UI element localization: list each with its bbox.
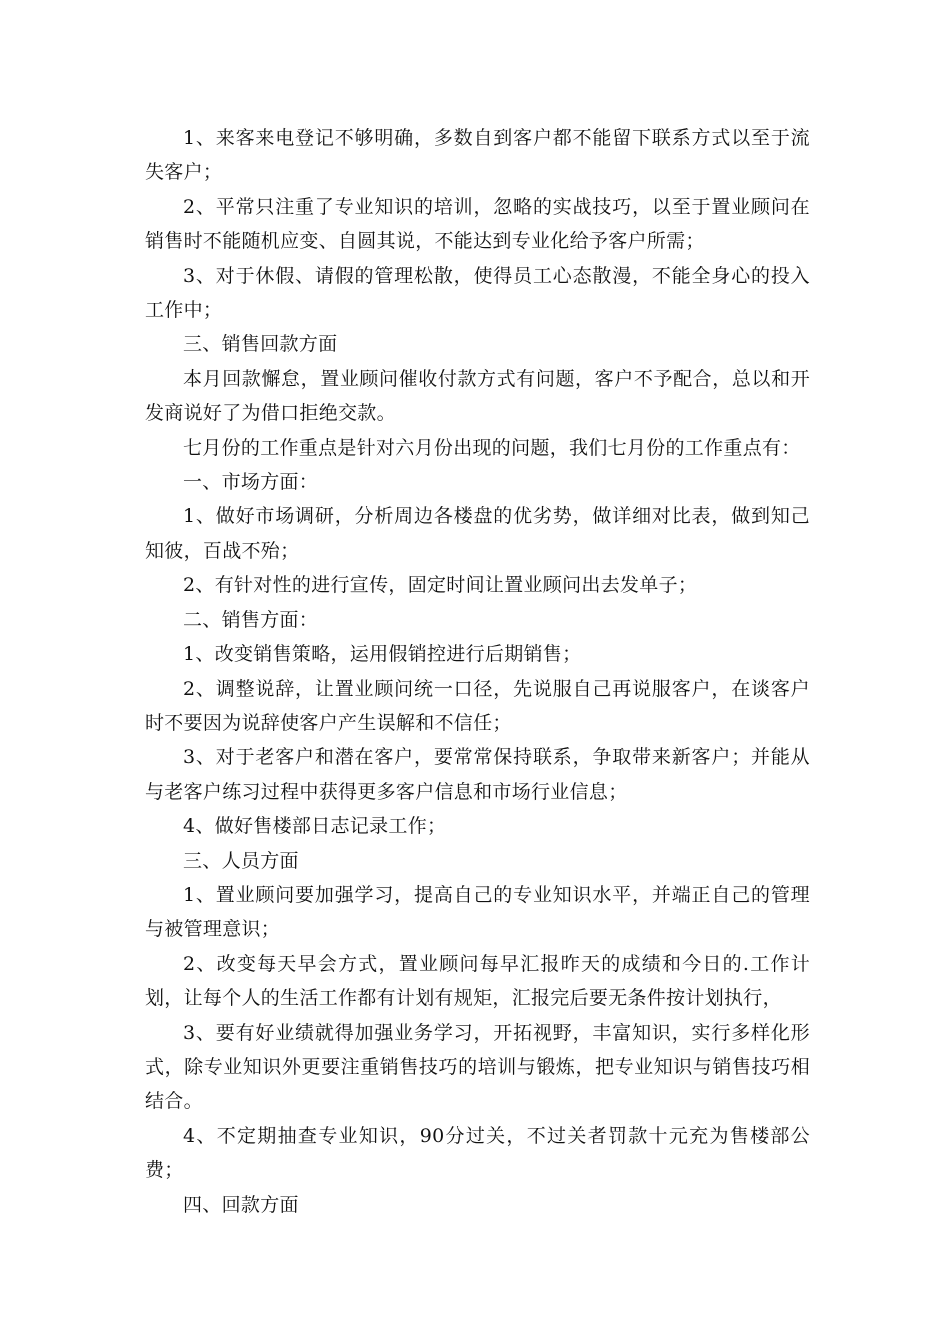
paragraph: 1、改变销售策略，运用假销控进行后期销售； [183, 643, 582, 666]
paragraph: 2、调整说辞，让置业顾问统一口径，先说服自己再说服客户，在谈客户时不要因为说辞使客户产生误解和不信任； [145, 677, 810, 734]
paragraph: 3、对于休假、请假的管理松散，使得员工心态散漫，不能全身心的投入工作中； [145, 264, 810, 322]
section-heading: 三、人员方面 [183, 849, 299, 872]
paragraph: 本月回款懈怠，置业顾问催收付款方式有问题，客户不予配合，总以和开发商说好了为借口拒绝交款。 [145, 367, 810, 425]
paragraph: 1、做好市场调研，分析周边各楼盘的优劣势，做详细对比表，做到知己知彼，百战不殆； [145, 505, 810, 562]
paragraph: 2、有针对性的进行宣传，固定时间让置业顾问出去发单子； [183, 574, 698, 597]
paragraph: 4、不定期抽查专业知识，90分过关，不过关者罚款十元充为售楼部公费； [145, 1124, 810, 1182]
section-heading: 四、回款方面 [183, 1193, 299, 1216]
paragraph: 1、置业顾问要加强学习，提高自己的专业知识水平，并端正自己的管理与被管理意识； [145, 883, 810, 941]
paragraph: 七月份的工作重点是针对六月份出现的问题，我们七月份的工作重点有： [183, 436, 801, 459]
paragraph: 2、改变每天早会方式，置业顾问每早汇报昨天的成绩和今日的.工作计划，让每个人的生活工作都有计划有规矩，汇报完后要无条件按计划执行， [145, 952, 810, 1010]
paragraph: 3、要有好业绩就得加强业务学习，开拓视野，丰富知识，实行多样化形式，除专业知识外更要注重销售技巧的培训与锻炼，把专业知识与销售技巧相结合。 [145, 1021, 810, 1113]
paragraph: 2、平常只注重了专业知识的培训，忽略的实战技巧，以至于置业顾问在销售时不能随机应变、自圆其说，不能达到专业化给予客户所需； [145, 195, 810, 253]
paragraph: 3、对于老客户和潜在客户，要常常保持联系，争取带来新客户；并能从与老客户练习过程中获得更多客户信息和市场行业信息； [145, 746, 810, 803]
paragraph: 4、做好售楼部日志记录工作； [183, 815, 447, 838]
section-heading: 二、销售方面： [183, 608, 319, 631]
section-heading: 三、销售回款方面 [183, 333, 338, 356]
section-heading: 一、市场方面： [183, 471, 319, 494]
document-body [145, 121, 810, 1222]
paragraph: 1、来客来电登记不够明确，多数自到客户都不能留下联系方式以至于流失客户； [145, 127, 810, 184]
